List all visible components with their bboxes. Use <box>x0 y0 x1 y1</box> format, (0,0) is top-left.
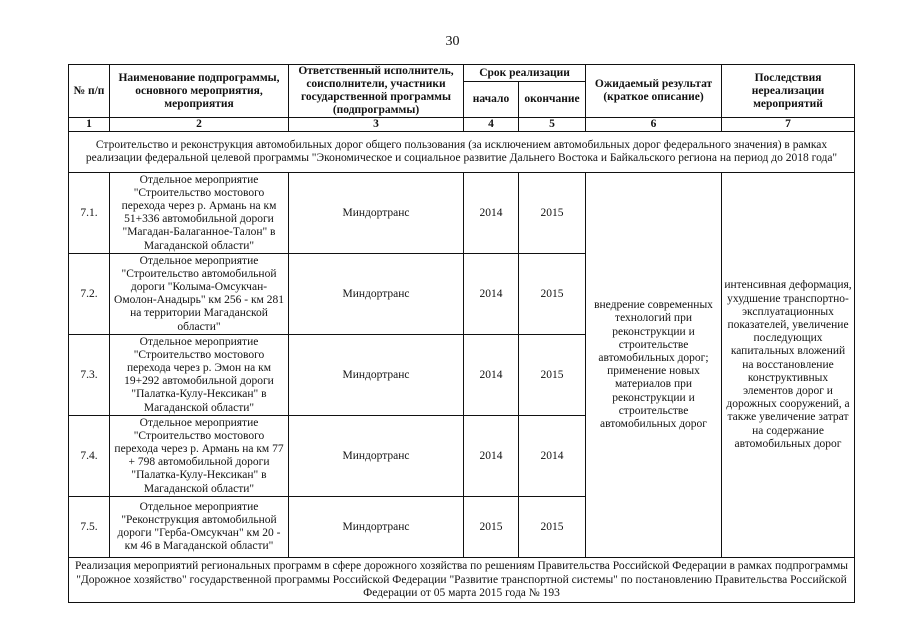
row-start: 2014 <box>464 335 519 416</box>
row-start: 2015 <box>464 497 519 558</box>
header-num: № п/п <box>69 65 110 118</box>
row-num: 7.2. <box>69 254 110 335</box>
row-start: 2014 <box>464 416 519 497</box>
header-name: Наименование подпрограммы, основного мероприятия, мероприятия <box>110 65 289 118</box>
column-number: 3 <box>289 118 464 132</box>
row-start: 2014 <box>464 173 519 254</box>
row-executor: Миндортранс <box>289 416 464 497</box>
header-executor: Ответственный исполнитель, соисполнители, участники государственной программы (подпрограммы) <box>289 65 464 118</box>
row-start: 2014 <box>464 254 519 335</box>
row-executor: Миндортранс <box>289 173 464 254</box>
row-name: Отдельное мероприятие "Строительство автомобильной дороги "Колыма-Омсукчан-Омолон-Анадырь" км 256 - км 281 на территории Магаданской области" <box>110 254 289 335</box>
row-end: 2015 <box>519 497 586 558</box>
row-num: 7.1. <box>69 173 110 254</box>
row-end: 2014 <box>519 416 586 497</box>
program-table <box>68 64 855 603</box>
footer-note: Реализация мероприятий региональных программ в сфере дорожного хозяйства по решениям Правительства Российской Федерации в рамках подпрограммы "Дорожное хозяйство" государственной программы Российской Федерации "Развитие транспортной системы" по постановлению Правительства Российской Федерации от 05 марта 2015 года № 193 <box>69 558 855 603</box>
expected-result: внедрение современных технологий при реконструкции и строительстве автомобильных дорог; применение новых материалов при реконструкции и строительстве автомобильных дорог <box>586 173 722 558</box>
row-end: 2015 <box>519 254 586 335</box>
page-number: 30 <box>445 34 460 49</box>
section-title: Строительство и реконструкция автомобильных дорог общего пользования (за исключением автомобильных дорог федерального значения) в рамках реализации федеральной целевой программы "Экономическое и социальное развитие Дальнего Востока и Байкальского региона на период до 2018 года" <box>69 132 855 173</box>
row-name: Отдельное мероприятие "Строительство мостового перехода через р. Армань на км 77 + 798 автомобильной дороги "Палатка-Кулу-Нексикан" в Магаданской области" <box>110 416 289 497</box>
header-start: начало <box>464 82 519 118</box>
row-executor: Миндортранс <box>289 335 464 416</box>
row-executor: Миндортранс <box>289 254 464 335</box>
row-end: 2015 <box>519 173 586 254</box>
column-number: 5 <box>519 118 586 132</box>
row-executor: Миндортранс <box>289 497 464 558</box>
column-number: 7 <box>722 118 855 132</box>
column-number: 1 <box>69 118 110 132</box>
row-num: 7.4. <box>69 416 110 497</box>
column-number: 2 <box>110 118 289 132</box>
column-number: 4 <box>464 118 519 132</box>
column-number: 6 <box>586 118 722 132</box>
row-num: 7.5. <box>69 497 110 558</box>
table-row <box>69 173 855 254</box>
consequences: интенсивная деформация, ухудшение транспортно-эксплуатационных показателей, увеличение последующих капитальных вложений на восстановление конструктивных элементов дорог и дорожных сооружений, а также увеличение затрат на содержание автомобильных дорог <box>722 173 855 558</box>
header-result: Ожидаемый результат (краткое описание) <box>586 65 722 118</box>
row-name: Отдельное мероприятие "Строительство мостового перехода через р. Армань на км 51+336 автомобильной дороги "Магадан-Балаганное-Талон" в Магаданской области" <box>110 173 289 254</box>
header-consequences: Последствия нереализации мероприятий <box>722 65 855 118</box>
row-end: 2015 <box>519 335 586 416</box>
row-name: Отдельное мероприятие "Реконструкция автомобильной дороги "Герба-Омсукчан" км 20 - км 46 в Магаданской области" <box>110 497 289 558</box>
row-name: Отдельное мероприятие "Строительство мостового перехода через р. Эмон на км 19+292 автомобильной дороги "Палатка-Кулу-Нексикан" в Магаданской области" <box>110 335 289 416</box>
header-end: окончание <box>519 82 586 118</box>
header-period: Срок реализации <box>464 65 586 82</box>
row-num: 7.3. <box>69 335 110 416</box>
